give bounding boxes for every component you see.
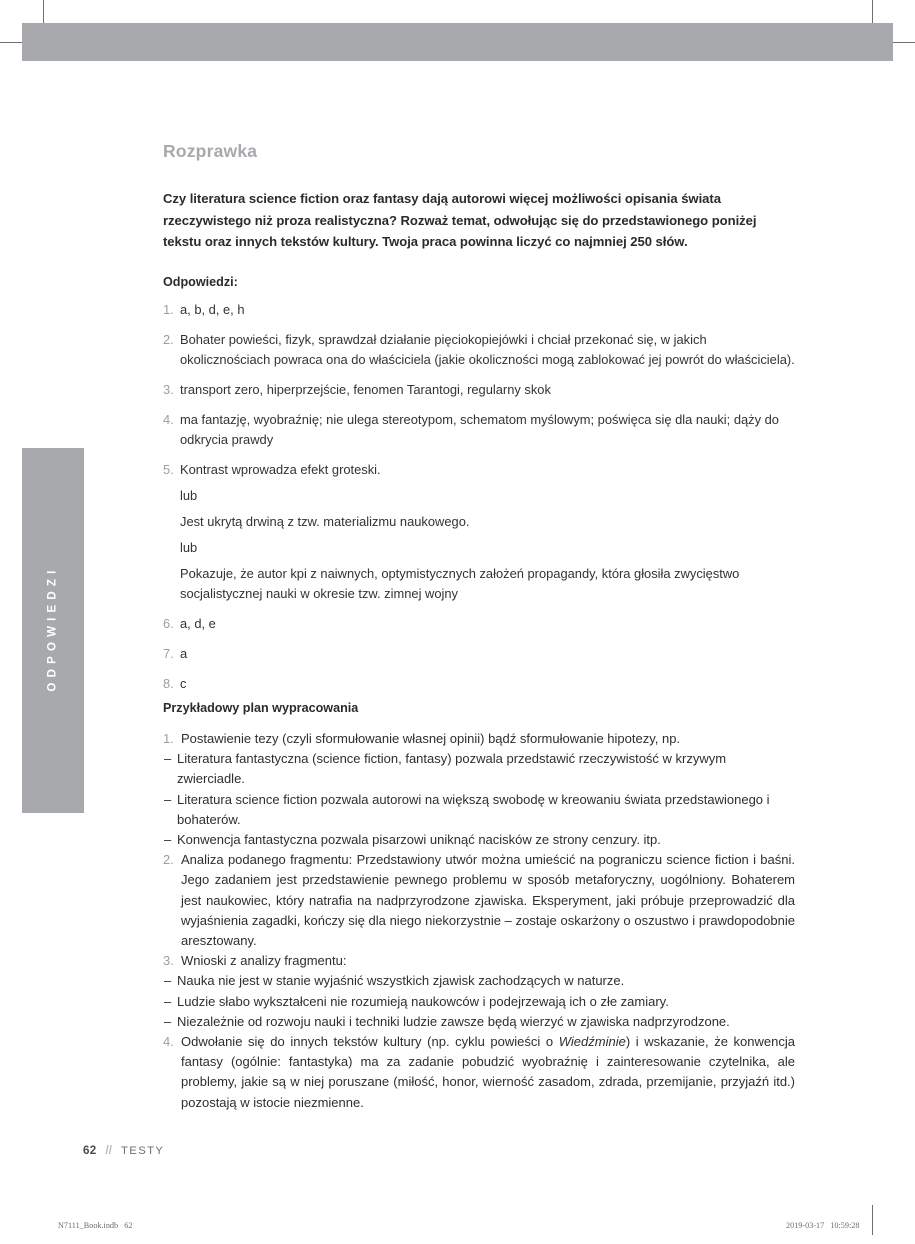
section-tab-label: ODPOWIEDZI [47, 564, 59, 692]
answer-item [163, 674, 795, 694]
answer-text: Bohater powieści, fizyk, sprawdzał działanie pięciokopiejówki i chciał przekonać się, w jakich okolicznościach powraca ona do właściciela (jakie okoliczności mogą zablokować jej powrót do właściciela). [180, 332, 795, 367]
plan-text: Postawienie tezy (czyli sformułowanie własnej opinii) bądź sformułowanie hipotezy, np. [181, 731, 681, 746]
section-tab-odpowiedzi [22, 448, 84, 813]
answer-text: a [180, 646, 188, 661]
plan-item [163, 992, 795, 1012]
plan-marker: 4. [163, 1034, 174, 1050]
plan-text: Literatura fantastyczna (science fiction, fantasy) pozwala przedstawić rzeczywistość w krzywym zwierciadle. [177, 751, 727, 787]
answer-number: 5. [163, 462, 174, 477]
answer-number: 1. [163, 302, 174, 317]
answer-alternative-text: Pokazuje, że autor kpi z naiwnych, optymistycznych założeń propagandy, która głosiła zwycięstwo socjalistycznej nauki w okresie tzw. zimnej wojny [180, 566, 740, 601]
print-slug-filename: N7111_Book.indb 62 [58, 1221, 133, 1230]
answer-number: 7. [163, 646, 174, 661]
plan-text: Konwencja fantastyczna pozwala pisarzowi uniknąć nacisków ze strony cenzury. itp. [177, 832, 661, 848]
answer-number: 3. [163, 382, 174, 397]
answer-text: a, b, d, e, h [180, 302, 245, 317]
plan-text: Analiza podanego fragmentu: Przedstawiony utwór można umieścić na pograniczu science fiction i baśni. Jego zadaniem jest przedstawienie pewnego problemu w sposób metaforyczny, uogólniony. Bohaterem jest naukowiec, który natrafia na nadprzyrodzone zjawiska. Eksperyment, jaki próbuje przeprowadzić dla wyjaśnienia zagadki, kończy się dla niego niekorzystnie – zostaje oskarżony o oszustwo i prawdopodobnie aresztowany. [181, 852, 795, 949]
answer-item [163, 614, 795, 634]
plan-heading: Przykładowy plan wypracowania [163, 701, 359, 715]
crop-mark-left-horizontal [0, 42, 23, 43]
answer-text: c [180, 676, 187, 691]
plan-text: Ludzie słabo wykształceni nie rozumieją naukowców i podejrzewają ich o złe zamiary. [177, 993, 669, 1009]
plan-text: Wnioski z analizy fragmentu: [181, 953, 347, 969]
answer-number: 8. [163, 676, 174, 691]
answer-text: ma fantazję, wyobraźnię; nie ulega stereotypom, schematom myślowym; poświęca się dla nauki; dąży do odkrycia prawdy [180, 412, 779, 447]
plan-marker: – [164, 751, 172, 767]
crop-mark-right-horizontal [893, 42, 915, 43]
footer-separator: // [105, 1144, 112, 1157]
answer-number: 6. [163, 616, 174, 631]
plan-item [163, 790, 795, 830]
plan-marker: – [164, 993, 172, 1009]
answer-text: Kontrast wprowadza efekt groteski. [180, 462, 381, 477]
page-title: Rozprawka [163, 141, 258, 161]
plan-text: Literatura science fiction pozwala autorowi na większą swobodę w kreowaniu świata przedstawionego i bohaterów. [177, 791, 770, 827]
answer-number: 4. [163, 412, 174, 427]
plan-item [163, 971, 795, 991]
crop-mark-bottom-right-vertical [872, 1205, 873, 1235]
print-slug-timestamp: 2019-03-17 10:59:28 [786, 1221, 860, 1230]
answer-item [163, 410, 795, 450]
header-band [22, 23, 893, 61]
plan-list [163, 729, 795, 1113]
plan-text: Niezależnie od rozwoju nauki i techniki ludzie zawsze będą wierzyć w zjawiska nadprzyrodzone. [177, 1013, 730, 1029]
answer-item [163, 300, 795, 320]
answers-list [163, 300, 795, 704]
answer-alternative-separator: lub [180, 488, 198, 503]
plan-text: Nauka nie jest w stanie wyjaśnić wszystkich zjawisk zachodzących w naturze. [177, 973, 625, 989]
footer-section-label: TESTY [120, 1145, 165, 1157]
answer-alternative-separator: lub [180, 540, 198, 555]
plan-item [163, 1032, 795, 1113]
answer-text: transport zero, hiperprzejście, fenomen Tarantogi, regularny skok [180, 382, 551, 397]
essay-prompt: Czy literatura science fiction oraz fantasy dają autorowi więcej możliwości opisania świata rzeczywistego niż proza realistyczna? Rozważ temat, odwołując się do przedstawionego poniżej tekstu oraz innych tekstów kultury. Twoja praca powinna liczyć co najmniej 250 słów. [163, 191, 757, 249]
plan-text: Odwołanie się do innych tekstów kultury (np. cyklu powieści o Wiedźminie) i wskazanie, że konwencja fantasy (ogólnie: fantastyka) ma za zadanie pobudzić wyobraźnię i zainteresowanie czytelnika, ale problemy, jakie są w niej poruszane (miłość, honor, wierność zasadom, zdrada, przemijanie, przyjaźń itd.) pozostają w istocie niezmienne. [181, 1034, 795, 1110]
plan-marker: – [164, 832, 172, 848]
crop-mark-top-right-vertical [872, 0, 873, 24]
plan-item [163, 729, 795, 749]
plan-item [163, 1012, 795, 1032]
answer-alternative-text: Jest ukrytą drwiną z tzw. materializmu naukowego. [180, 514, 470, 529]
answer-item [163, 460, 795, 480]
answer-text: a, d, e [180, 616, 216, 631]
plan-marker: 2. [163, 852, 174, 868]
plan-item [163, 749, 795, 789]
plan-item [163, 951, 795, 971]
answers-heading: Odpowiedzi: [163, 275, 238, 289]
plan-marker: – [164, 1013, 172, 1029]
plan-marker: – [164, 791, 172, 807]
crop-mark-top-left-vertical [43, 0, 44, 24]
answer-number: 2. [163, 332, 174, 347]
answer-item [163, 330, 795, 370]
answer-item [163, 644, 795, 664]
footer-page-number: 62 [83, 1144, 97, 1157]
plan-marker: 1. [163, 731, 174, 746]
plan-marker: – [164, 973, 172, 989]
answer-item [163, 380, 795, 400]
page-footer [83, 1144, 164, 1157]
plan-marker: 3. [163, 953, 174, 969]
plan-item [163, 850, 795, 951]
plan-item [163, 830, 795, 850]
